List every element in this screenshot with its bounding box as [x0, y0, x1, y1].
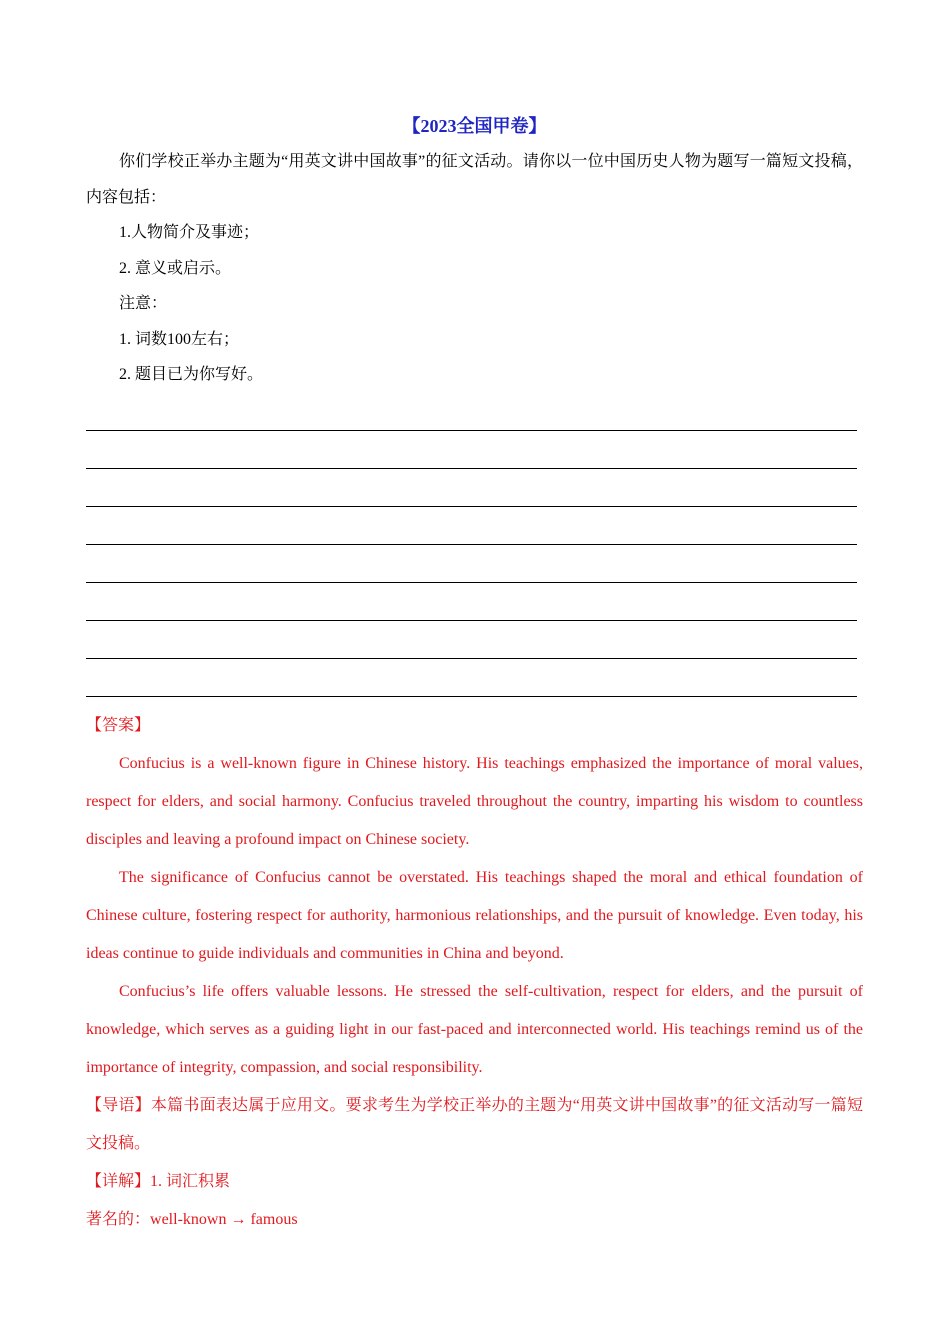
- writing-line: [86, 469, 857, 507]
- detail-text: 1. 词汇积累: [150, 1172, 231, 1190]
- writing-line: [86, 507, 857, 545]
- vocab-text: well-known → famous: [150, 1210, 298, 1228]
- note-item-2: 2. 题目已为你写好。: [119, 366, 264, 383]
- notes-label: 注意：: [119, 295, 168, 312]
- writing-line: [86, 431, 857, 469]
- prompt-item-1: 1.人物简介及事迹；: [119, 224, 260, 241]
- document-page: [86, 108, 863, 1239]
- detail-label: 【详解】: [86, 1172, 151, 1190]
- guide-text: 本篇书面表达属于应用文。要求考生为学校正举办的主题为“用英文讲中国故事”的征文活动写一篇短文投稿。: [86, 1096, 863, 1152]
- writing-line: [86, 621, 857, 659]
- note-item-1: 1. 词数100左右；: [119, 330, 240, 348]
- answer-label: 【答案】: [86, 716, 151, 734]
- answer-section: [86, 707, 863, 1239]
- answer-writing-lines: [86, 393, 863, 697]
- exam-heading: 【2023全国甲卷】: [402, 116, 547, 136]
- writing-line: [86, 393, 857, 431]
- guide-paragraph: [86, 1087, 863, 1163]
- answer-paragraph: The significance of Confucius cannot be overstated. His teachings shaped the moral and ethical foundation of Chinese culture, fostering respect for authority, harmonious relationships, and the pursuit of knowledge. Even today, his ideas continue to guide individuals and communities in China and beyond.: [86, 868, 863, 962]
- detail-paragraph: [86, 1163, 863, 1201]
- answer-paragraph: Confucius’s life offers valuable lessons. He stressed the self-cultivation, respect for elders, and the pursuit of knowledge, which serves as a guiding light in our fast-paced and interconnected world. His teachings remind us of the importance of integrity, compassion, and social responsibility.: [86, 982, 863, 1076]
- writing-line: [86, 659, 857, 697]
- prompt-item-2: 2. 意义或启示。: [119, 259, 232, 277]
- vocab-label: 著名的：: [86, 1210, 151, 1228]
- answer-paragraph: Confucius is a well-known figure in Chinese history. His teachings emphasized the importance of moral values, respect for elders, and social harmony. Confucius traveled throughout the country, imparting his wisdom to countless disciples and leaving a profound impact on Chinese society.: [86, 754, 863, 848]
- guide-label: 【导语】: [86, 1096, 151, 1114]
- writing-line: [86, 545, 857, 583]
- vocab-line: [86, 1201, 863, 1239]
- prompt-intro: 你们学校正举办主题为“用英文讲中国故事”的征文活动。请你以一位中国历史人物为题写一篇短文投稿，内容包括：: [86, 153, 863, 206]
- writing-line: [86, 583, 857, 621]
